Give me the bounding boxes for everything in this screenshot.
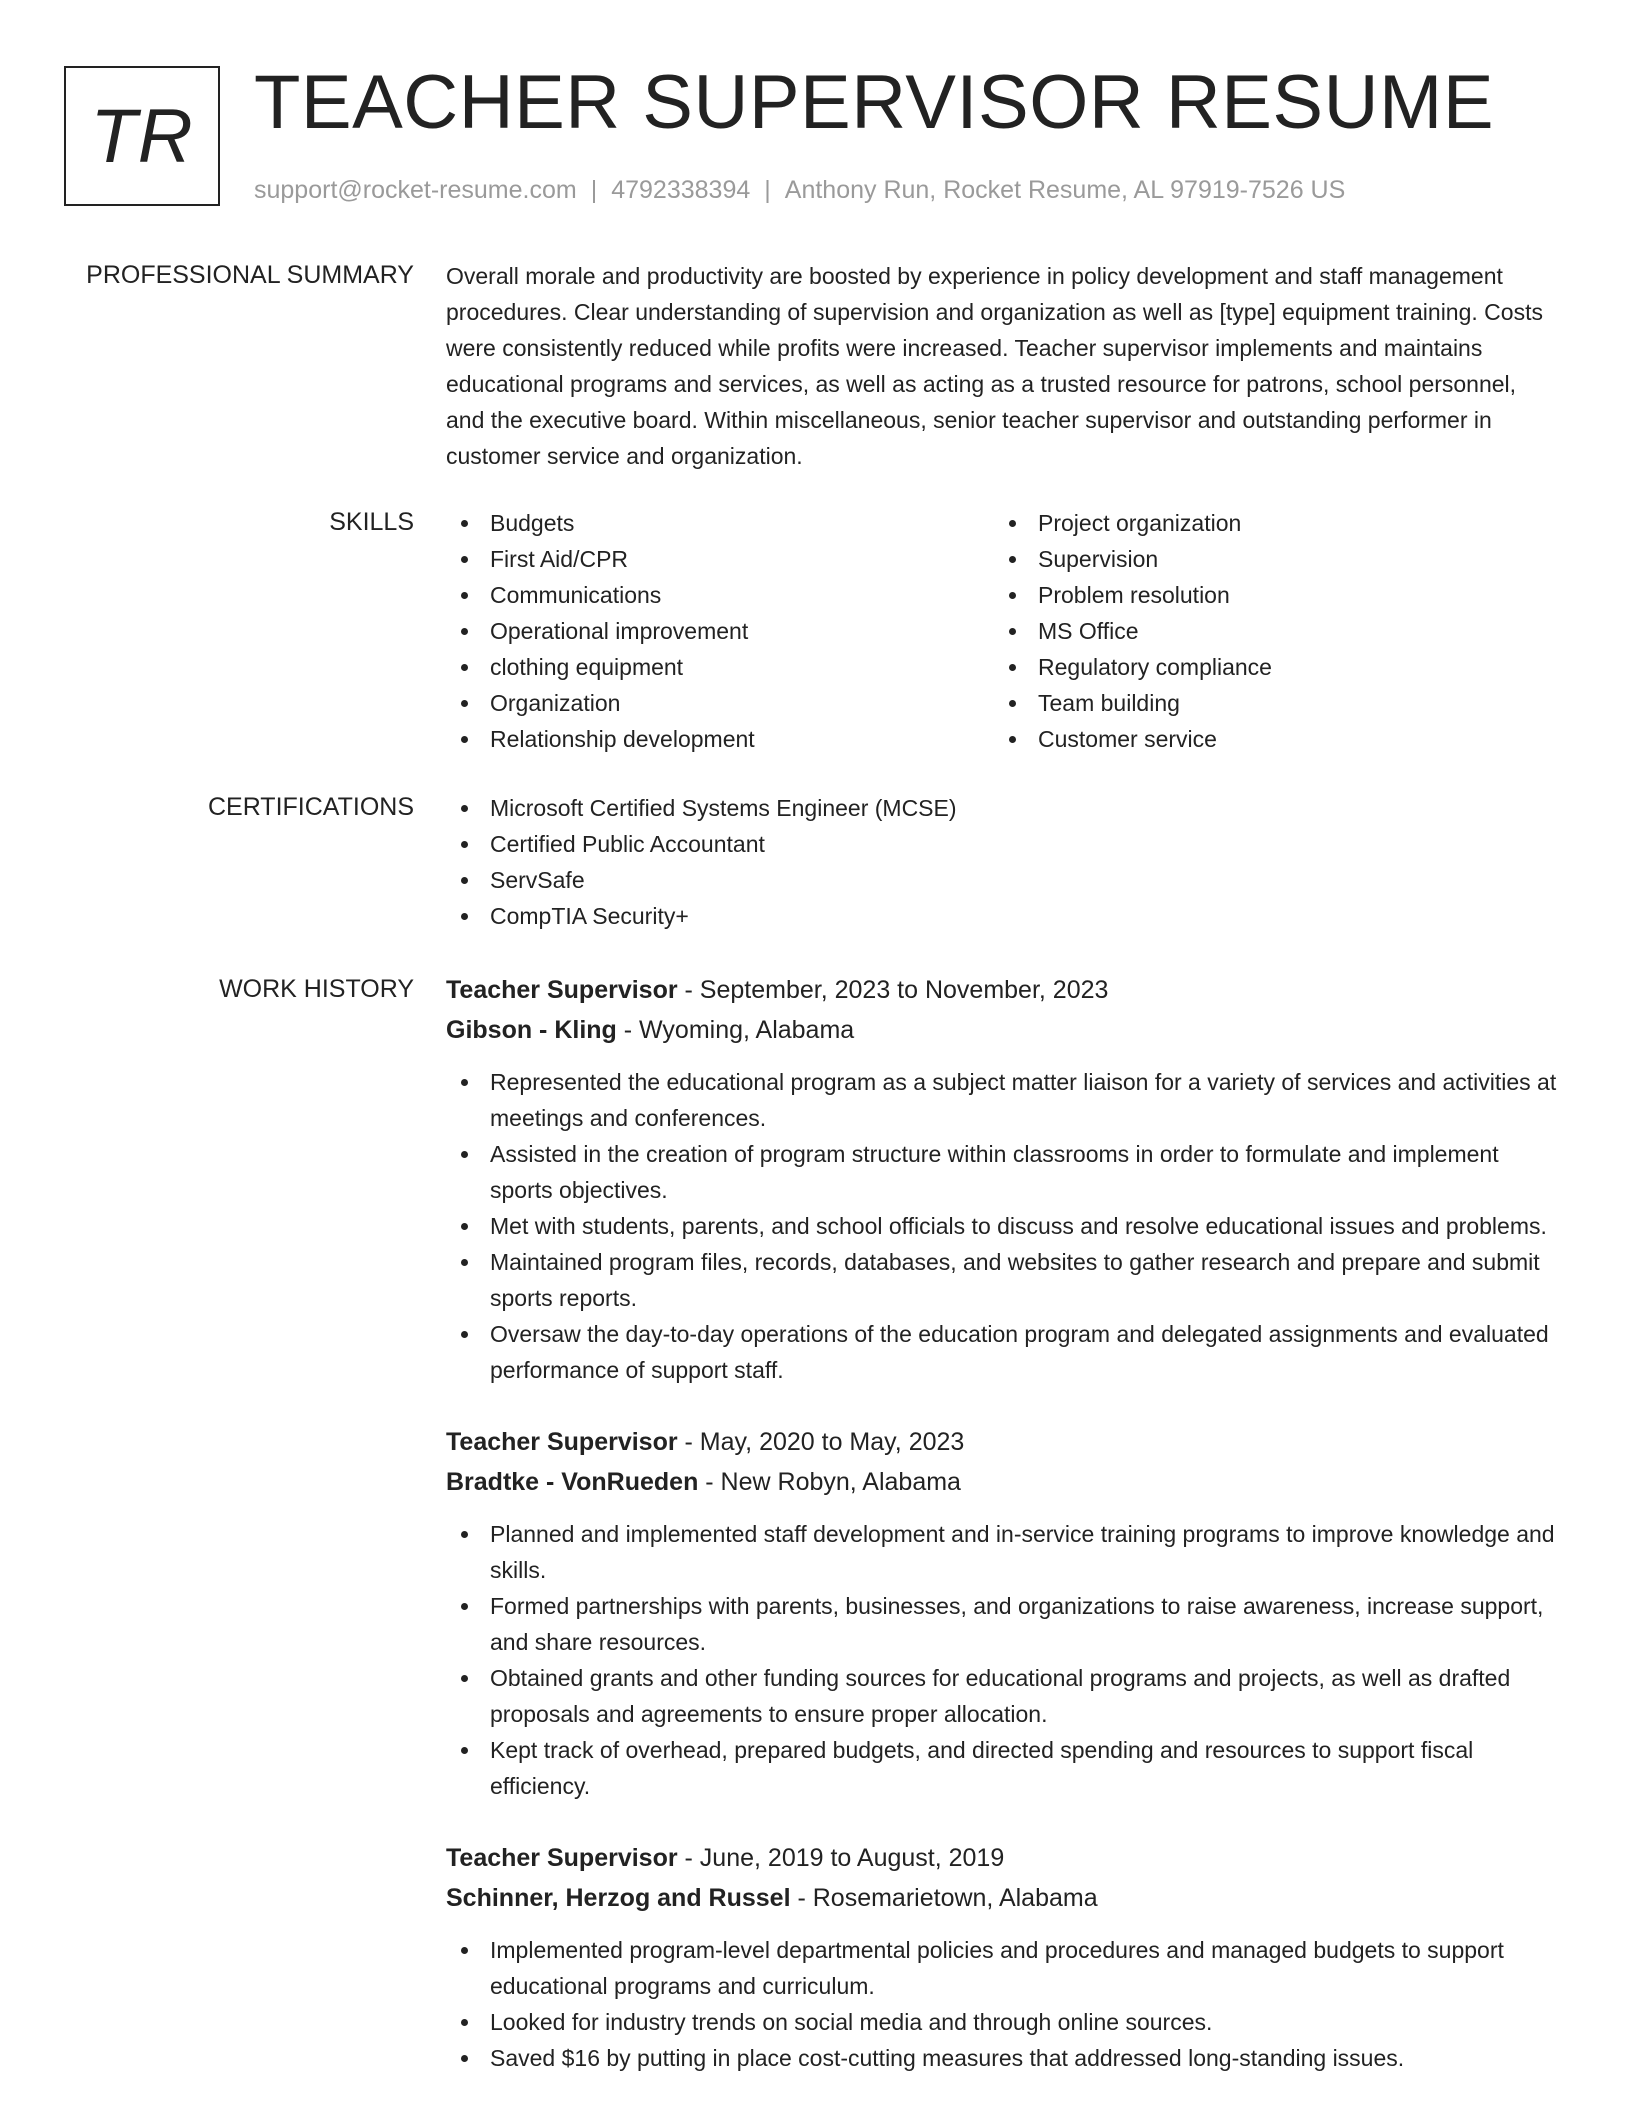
summary-text: Overall morale and productivity are boosted by experience in policy development and staff management procedures. Clear understanding of supervision and organization as well as [type] equipment training. Costs were consistently reduced while profits were increased. Teacher supervisor implements and maintains educational programs and services, as well as acting as a trusted resource for patrons, school personnel, and the executive board. Within miscellaneous, senior teacher supervisor and outstanding performer in customer service and organization.: [446, 263, 1543, 469]
job-title-line: [446, 970, 1566, 1010]
certification-item: CompTIA Security+: [446, 898, 1566, 934]
contact-line: [254, 174, 1345, 206]
job-bullets: [446, 1932, 1566, 2076]
monogram-logo: TR: [64, 66, 220, 206]
job-bullets: [446, 1064, 1566, 1388]
job-bullet: Met with students, parents, and school officials to discuss and resolve educational issues and problems.: [446, 1208, 1566, 1244]
certifications-list: [446, 790, 1566, 934]
job-bullet: Looked for industry trends on social media and through online sources.: [446, 2004, 1566, 2040]
resume-title: TEACHER SUPERVISOR RESUME: [254, 60, 1495, 145]
contact-address: Anthony Run, Rocket Resume, AL 97919-7526 US: [784, 176, 1346, 204]
job-company-line: [446, 1878, 1566, 1918]
job-company: Gibson - Kling: [446, 1016, 617, 1044]
job-title: Teacher Supervisor: [446, 1844, 678, 1872]
job-location: - Wyoming, Alabama: [616, 1016, 855, 1044]
job-bullets: [446, 1516, 1566, 1804]
certification-item: Microsoft Certified Systems Engineer (MCSE): [446, 790, 1566, 826]
job-company-line: [446, 1462, 1566, 1502]
skill-item: Team building: [994, 685, 1542, 721]
summary-heading: PROFESSIONAL SUMMARY: [86, 261, 414, 289]
job-entry: [446, 1422, 1566, 1804]
work-history-body: [446, 970, 1566, 2110]
job-entry: [446, 970, 1566, 1388]
job-company-line: [446, 1010, 1566, 1050]
skills-heading: SKILLS: [329, 508, 414, 536]
job-dates: - September, 2023 to November, 2023: [677, 976, 1109, 1004]
job-bullet: Obtained grants and other funding sources for educational programs and projects, as well as drafted proposals and agreements to ensure proper allocation.: [446, 1660, 1566, 1732]
job-bullet: Planned and implemented staff development and in-service training programs to improve knowledge and skills.: [446, 1516, 1566, 1588]
job-bullet: Formed partnerships with parents, businesses, and organizations to raise awareness, increase support, and share resources.: [446, 1588, 1566, 1660]
job-title: Teacher Supervisor: [446, 1428, 678, 1456]
summary-body: [446, 258, 1566, 474]
job-company: Bradtke - VonRueden: [446, 1468, 699, 1496]
job-title-line: [446, 1838, 1566, 1878]
contact-email[interactable]: support@rocket-resume.com: [254, 176, 577, 204]
skill-item: Organization: [446, 685, 994, 721]
certification-item: Certified Public Accountant: [446, 826, 1566, 862]
job-bullet: Assisted in the creation of program structure within classrooms in order to formulate and implement sports objectives.: [446, 1136, 1566, 1208]
certifications-heading: CERTIFICATIONS: [207, 793, 414, 821]
work-history-heading: WORK HISTORY: [219, 975, 414, 1003]
skill-item: Customer service: [994, 721, 1542, 757]
certification-item: ServSafe: [446, 862, 1566, 898]
skill-item: Problem resolution: [994, 577, 1542, 613]
contact-phone[interactable]: 4792338394: [611, 176, 751, 204]
skills-body: [446, 505, 1566, 757]
skill-item: First Aid/CPR: [446, 541, 994, 577]
job-bullet: Maintained program files, records, databases, and websites to gather research and prepare and submit sports reports.: [446, 1244, 1566, 1316]
skills-list-left: [446, 505, 994, 757]
skill-item: clothing equipment: [446, 649, 994, 685]
job-bullet: Oversaw the day-to-day operations of the education program and delegated assignments and evaluated performance of support staff.: [446, 1316, 1566, 1388]
job-bullet: Represented the educational program as a subject matter liaison for a variety of services and activities at meetings and conferences.: [446, 1064, 1566, 1136]
skill-item: MS Office: [994, 613, 1542, 649]
job-title-line: [446, 1422, 1566, 1462]
job-entry: [446, 1838, 1566, 2076]
contact-separator: |: [590, 176, 598, 204]
skill-item: Supervision: [994, 541, 1542, 577]
contact-separator: |: [764, 176, 771, 204]
certifications-body: [446, 790, 1566, 934]
job-company: Schinner, Herzog and Russel: [446, 1884, 791, 1912]
skill-item: Operational improvement: [446, 613, 994, 649]
job-dates: - May, 2020 to May, 2023: [677, 1428, 965, 1456]
skill-item: Communications: [446, 577, 994, 613]
skill-item: Project organization: [994, 505, 1542, 541]
job-location: - New Robyn, Alabama: [698, 1468, 961, 1496]
job-dates: - June, 2019 to August, 2019: [677, 1844, 1005, 1872]
skill-item: Relationship development: [446, 721, 994, 757]
skill-item: Regulatory compliance: [994, 649, 1542, 685]
skills-list-right: [994, 505, 1542, 757]
job-location: - Rosemarietown, Alabama: [790, 1884, 1098, 1912]
skill-item: Budgets: [446, 505, 994, 541]
job-title: Teacher Supervisor: [446, 976, 678, 1004]
job-bullet: Kept track of overhead, prepared budgets, and directed spending and resources to support fiscal efficiency.: [446, 1732, 1566, 1804]
job-bullet: Saved $16 by putting in place cost-cutting measures that addressed long-standing issues.: [446, 2040, 1566, 2076]
job-bullet: Implemented program-level departmental policies and procedures and managed budgets to support educational programs and curriculum.: [446, 1932, 1566, 2004]
